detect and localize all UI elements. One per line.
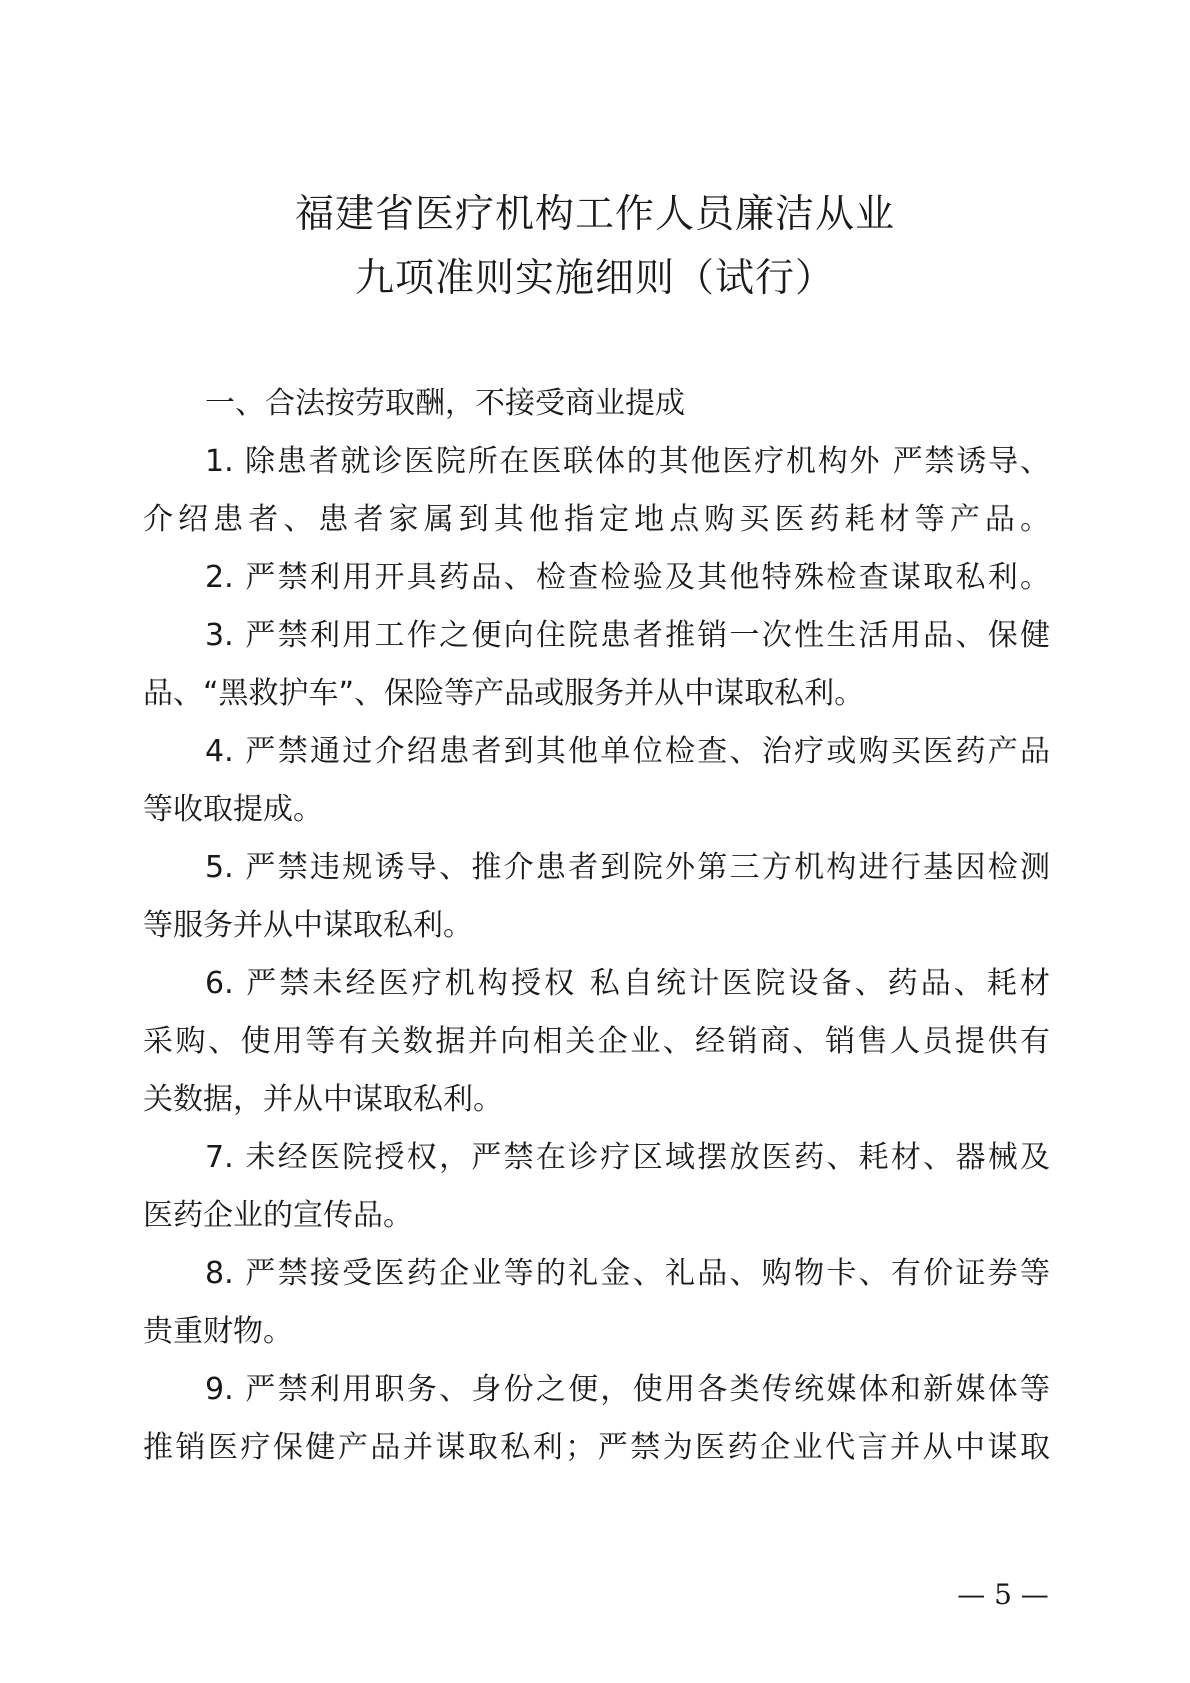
body-line: 医药企业的宣传品。 — [143, 1198, 413, 1233]
body-line: 7. 未经医院授权，严禁在诊疗区域摆放医药、耗材、器械及 — [205, 1140, 1050, 1175]
body-line: 5. 严禁违规诱导、推介患者到院外第三方机构进行基因检测 — [205, 850, 1050, 885]
body-line: 贵重财物。 — [143, 1314, 293, 1349]
document-title-line-1: 福建省医疗机构工作人员廉洁从业 — [294, 192, 895, 237]
body-line: 1. 除患者就诊医院所在医联体的其他医疗机构外 严禁诱导、 — [205, 444, 1050, 479]
body-line: 4. 严禁通过介绍患者到其他单位检查、治疗或购买医药产品 — [205, 734, 1050, 769]
body-line: 9. 严禁利用职务、身份之便，使用各类传统媒体和新媒体等 — [205, 1372, 1050, 1407]
body-line: 8. 严禁接受医药企业等的礼金、礼品、购物卡、有价证券等 — [205, 1256, 1050, 1291]
page-number: — 5 — — [957, 1578, 1049, 1611]
body-line: 等收取提成。 — [143, 792, 323, 827]
body-line: 2. 严禁利用开具药品、检查检验及其他特殊检查谋取私利。 — [205, 560, 1050, 595]
body-line: 3. 严禁利用工作之便向住院患者推销一次性生活用品、保健 — [205, 618, 1050, 653]
body-line: 采购、使用等有关数据并向相关企业、经销商、销售人员提供有 — [143, 1024, 1050, 1059]
body-line: 6. 严禁未经医疗机构授权 私自统计医院设备、药品、耗材 — [205, 966, 1050, 1001]
body-line: 品、“黑救护车”、保险等产品或服务并从中谋取私利。 — [143, 676, 865, 711]
body-line: 推销医疗保健产品并谋取私利；严禁为医药企业代言并从中谋取 — [143, 1430, 1050, 1465]
body-line: 关数据，并从中谋取私利。 — [143, 1082, 503, 1117]
body-line: 介绍患者、患者家属到其他指定地点购买医药耗材等产品。 — [143, 502, 1050, 537]
body-line: 等服务并从中谋取私利。 — [143, 908, 473, 943]
section-heading: 一、合法按劳取酬，不接受商业提成 — [205, 386, 685, 421]
document-body — [143, 375, 1050, 1477]
document-title-line-2: 九项准则实施细则（试行） — [354, 256, 835, 301]
